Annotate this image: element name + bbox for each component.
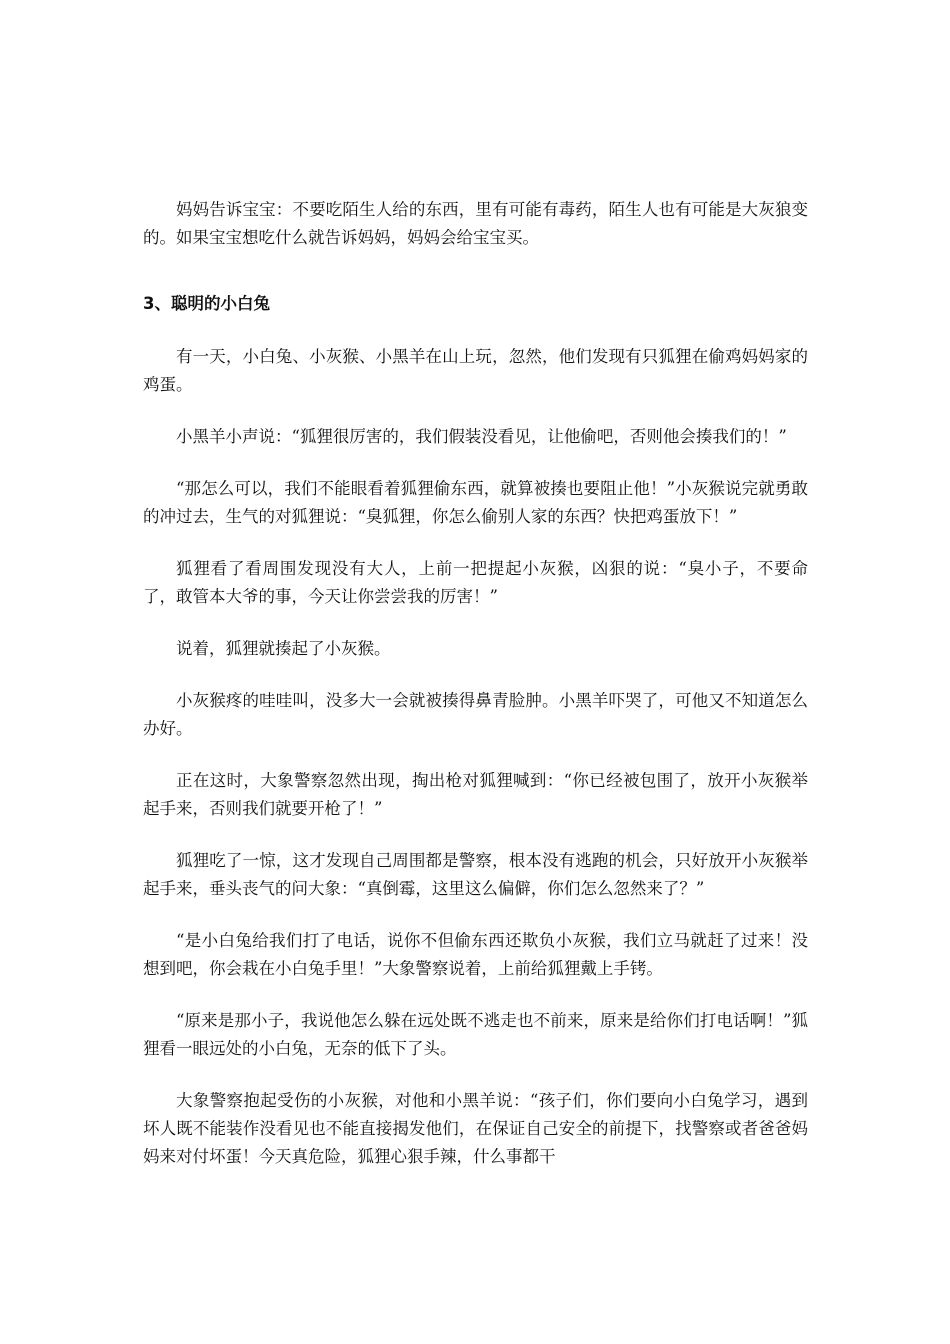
paragraph: 说着，狐狸就揍起了小灰猴。 [176, 639, 391, 658]
document-body [143, 196, 808, 1195]
paragraph-intro: 妈妈告诉宝宝：不要吃陌生人给的东西，里有可能有毒药，陌生人也有可能是大灰狼变的。如果宝宝想吃什么就告诉妈妈，妈妈会给宝宝买。 [143, 200, 808, 247]
paragraph: 大象警察抱起受伤的小灰猴，对他和小黑羊说：“孩子们，你们要向小白兔学习，遇到坏人既不能装作没看见也不能直接揭发他们，在保证自己安全的前提下，找警察或者爸爸妈妈来对付坏蛋！今天真危险，狐狸心狠手辣，什么事都干 [143, 1091, 808, 1166]
paragraph: 正在这时，大象警察忽然出现，掏出枪对狐狸喊到：“你已经被包围了，放开小灰猴举起手来，否则我们就要开枪了！” [143, 771, 808, 818]
section-heading: 3、聪明的小白兔 [143, 294, 270, 313]
paragraph: 有一天，小白兔、小灰猴、小黑羊在山上玩，忽然，他们发现有只狐狸在偷鸡妈妈家的鸡蛋。 [143, 347, 808, 394]
paragraph: 小黑羊小声说：“狐狸很厉害的，我们假装没看见，让他偷吧，否则他会揍我们的！” [176, 427, 787, 446]
paragraph: 狐狸吃了一惊，这才发现自己周围都是警察，根本没有逃跑的机会，只好放开小灰猴举起手来，垂头丧气的问大象：“真倒霉，这里这么偏僻，你们怎么忽然来了？” [143, 851, 808, 898]
paragraph: 小灰猴疼的哇哇叫，没多大一会就被揍得鼻青脸肿。小黑羊吓哭了，可他又不知道怎么办好。 [143, 691, 808, 738]
paragraph: 狐狸看了看周围发现没有大人，上前一把提起小灰猴，凶狠的说：“臭小子，不要命了，敢管本大爷的事，今天让你尝尝我的厉害！” [143, 559, 808, 606]
paragraph: “原来是那小子，我说他怎么躲在远处既不逃走也不前来，原来是给你们打电话啊！”狐狸看一眼远处的小白兔，无奈的低下了头。 [143, 1011, 808, 1058]
paragraph: “是小白兔给我们打了电话，说你不但偷东西还欺负小灰猴，我们立马就赶了过来！没想到吧，你会栽在小白兔手里！”大象警察说着，上前给狐狸戴上手铐。 [143, 931, 808, 978]
paragraph: “那怎么可以，我们不能眼看着狐狸偷东西，就算被揍也要阻止他！”小灰猴说完就勇敢的冲过去，生气的对狐狸说：“臭狐狸，你怎么偷别人家的东西？快把鸡蛋放下！” [143, 479, 808, 526]
